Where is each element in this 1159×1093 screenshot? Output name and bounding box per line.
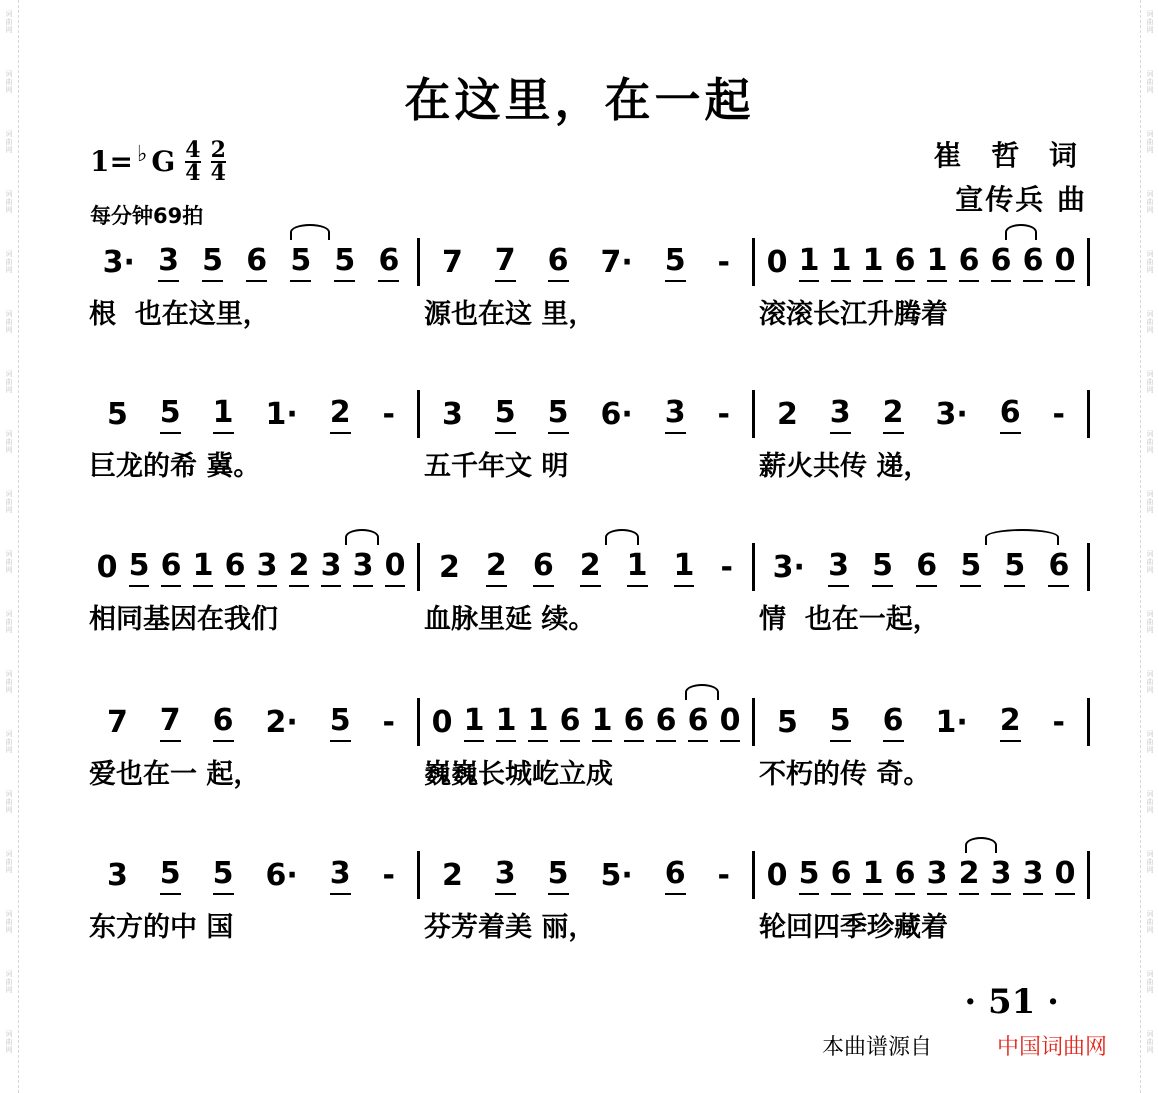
dash-extension: - [720, 549, 733, 585]
note: 5 [548, 856, 569, 895]
lyric-line: 爱也在一 起， [89, 759, 261, 790]
note: 2 [580, 548, 601, 587]
lyricist-credit: 崔 哲 词 [933, 139, 1087, 172]
watermark-text: 词 曲 网 [5, 250, 13, 274]
note: 6 [959, 243, 980, 282]
note: 5 [776, 704, 798, 740]
note: 1 [528, 703, 549, 742]
note: 5 [160, 395, 181, 434]
note: 6 [883, 703, 904, 742]
page-number: · 51 · [964, 982, 1059, 1022]
note: 6 [1048, 548, 1069, 587]
lyric-line: 东方的中 国 [89, 912, 234, 943]
dash-extension: - [717, 857, 730, 893]
lyric-line: 相同基因在我们 [89, 604, 278, 635]
key-signature [90, 137, 226, 186]
note: 6 [991, 243, 1012, 282]
note: 5 [330, 703, 351, 742]
measure [420, 548, 752, 587]
note: 6 [895, 856, 916, 895]
note: 6 [560, 703, 581, 742]
note: 6 [246, 243, 267, 282]
note: 0 [1055, 243, 1076, 282]
note: 2 [776, 396, 798, 432]
note: 3 [495, 856, 516, 895]
note: 3 [106, 857, 128, 893]
watermark-text: 词 曲 网 [1146, 970, 1154, 994]
measure [420, 856, 752, 895]
note: 5 [548, 395, 569, 434]
measure [755, 243, 1087, 282]
watermark-text: 词 曲 网 [1146, 70, 1154, 94]
watermark-text: 词 曲 网 [5, 730, 13, 754]
watermark-text: 词 曲 网 [5, 850, 13, 874]
note: 0 [1055, 856, 1076, 895]
note: 1 [213, 395, 234, 434]
note: 7 [160, 703, 181, 742]
watermark-text: 词 曲 网 [5, 910, 13, 934]
watermark-text: 词 曲 网 [5, 1030, 13, 1054]
watermark-text: 词 曲 网 [5, 70, 13, 94]
measure [85, 243, 417, 282]
tie-slur [965, 837, 997, 853]
note: 3· [935, 396, 968, 432]
note: 5 [1004, 548, 1025, 587]
note: 1 [674, 548, 695, 587]
note: 3 [1023, 856, 1044, 895]
note: 6 [665, 856, 686, 895]
note: 0 [431, 704, 453, 740]
watermark-text: 词 曲 网 [1146, 430, 1154, 454]
note: 0 [766, 244, 788, 280]
note: 2 [439, 549, 460, 585]
lyrics-row [85, 444, 1090, 484]
lyric-line: 源也在这 里， [424, 299, 596, 330]
lyrics-row [85, 905, 1090, 945]
watermark-text: 词 曲 网 [1146, 790, 1154, 814]
watermark-text: 词 曲 网 [5, 10, 13, 34]
note: 6 [656, 703, 677, 742]
note: 5 [290, 243, 311, 282]
measure [420, 703, 752, 742]
dash-extension: - [717, 396, 730, 432]
lyrics-row [85, 752, 1090, 792]
note: 0 [720, 703, 741, 742]
lyric-line: 巍巍长城屹立成 [424, 759, 613, 790]
lyrics-row [85, 597, 1090, 637]
note: 1 [863, 856, 884, 895]
watermark-text: 词 曲 网 [5, 970, 13, 994]
lyric-line: 血脉里延 续。 [424, 604, 596, 635]
watermark-text: 词 曲 网 [1146, 730, 1154, 754]
barline [1087, 698, 1090, 746]
composer-credit: 宣传兵 曲 [955, 183, 1087, 216]
note: 7· [600, 244, 633, 280]
lyrics-row [85, 292, 1090, 332]
note: 1· [935, 704, 968, 740]
note: 6· [265, 857, 298, 893]
watermark-text: 词 曲 网 [1146, 10, 1154, 34]
tie-slur [985, 529, 1059, 545]
note: 0 [385, 548, 406, 587]
note: 5 [960, 548, 981, 587]
note: 3 [927, 856, 948, 895]
note: 1 [496, 703, 517, 742]
note: 3 [441, 396, 463, 432]
measure [85, 395, 417, 434]
score-system [85, 700, 1090, 800]
note: 2 [330, 395, 351, 434]
note: 7 [495, 243, 516, 282]
note: 1 [627, 548, 648, 587]
note: 6 [161, 548, 182, 587]
watermark-text: 词 曲 网 [5, 430, 13, 454]
note: 3· [772, 549, 805, 585]
lyric-line: 情 也在一起， [759, 604, 940, 635]
watermark-text: 词 曲 网 [1146, 310, 1154, 334]
watermark-text: 词 曲 网 [5, 610, 13, 634]
lyric-line: 滚滚长江升腾着 [759, 299, 948, 330]
note: 2 [486, 548, 507, 587]
note: 3 [828, 548, 849, 587]
notation-row [85, 853, 1090, 897]
barline [1087, 390, 1090, 438]
measure [755, 856, 1087, 895]
dash-extension: - [382, 857, 395, 893]
notation-row [85, 700, 1090, 744]
score-system [85, 853, 1090, 953]
watermark-text: 词 曲 网 [5, 190, 13, 214]
measure [85, 856, 417, 895]
watermark-text: 词 曲 网 [5, 490, 13, 514]
lyric-line: 五千年文 明 [424, 451, 569, 482]
tie-slur [345, 529, 379, 545]
tie-slur [1005, 224, 1037, 240]
note: 2 [959, 856, 980, 895]
score-system [85, 545, 1090, 645]
note: 6 [916, 548, 937, 587]
watermark-text: 词 曲 网 [1146, 670, 1154, 694]
source-label: 本曲谱源自 [822, 1035, 933, 1060]
note: 6 [688, 703, 709, 742]
measure [85, 548, 417, 587]
note: 1 [464, 703, 485, 742]
note: 5 [202, 243, 223, 282]
watermark-text: 词 曲 网 [1146, 1030, 1154, 1054]
tempo-marking: 每分钟69拍 [90, 204, 204, 228]
note: 3 [330, 856, 351, 895]
note: 1 [799, 243, 820, 282]
watermark-text: 词 曲 网 [1146, 130, 1154, 154]
note: 1 [927, 243, 948, 282]
measure [755, 548, 1087, 587]
watermark-text: 词 曲 网 [1146, 490, 1154, 514]
right-watermark-strip [1140, 0, 1159, 1093]
dash-extension: - [382, 704, 395, 740]
note: 3 [353, 548, 374, 587]
lyric-line: 轮回四季珍藏着 [759, 912, 948, 943]
note: 5 [665, 243, 686, 282]
lyric-line: 不朽的传 奇。 [759, 759, 931, 790]
watermark-text: 词 曲 网 [1146, 850, 1154, 874]
watermark-text: 词 曲 网 [1146, 610, 1154, 634]
time-signature-1: $\frac{4}{4}$ [185, 137, 201, 186]
tie-slur [605, 529, 639, 545]
note: 3 [991, 856, 1012, 895]
notation-row [85, 545, 1090, 589]
song-title: 在这里，在一起 [404, 73, 755, 127]
score-system [85, 240, 1090, 340]
note: 6· [600, 396, 633, 432]
barline [1087, 238, 1090, 286]
dash-extension: - [717, 244, 730, 280]
note: 3· [102, 244, 135, 280]
note: 0 [96, 549, 118, 585]
watermark-text: 词 曲 网 [1146, 370, 1154, 394]
note: 6 [378, 243, 399, 282]
note: 3 [257, 548, 278, 587]
measure [420, 395, 752, 434]
note: 3 [830, 395, 851, 434]
note: 1· [265, 396, 298, 432]
note: 6 [213, 703, 234, 742]
note: 1 [592, 703, 613, 742]
note: 1 [831, 243, 852, 282]
note: 5 [160, 856, 181, 895]
note: 1 [863, 243, 884, 282]
measure [755, 703, 1087, 742]
lyric-line: 巨龙的希 冀。 [89, 451, 261, 482]
dash-extension: - [1052, 396, 1065, 432]
note: 5 [129, 548, 150, 587]
lyric-line: 芬芳着美 丽， [424, 912, 596, 943]
note: 3 [158, 243, 179, 282]
note: 5 [495, 395, 516, 434]
tie-slur [685, 684, 719, 700]
key-prefix: 1= [90, 145, 133, 179]
note: 5 [799, 856, 820, 895]
note: 5 [106, 396, 128, 432]
watermark-text: 词 曲 网 [1146, 550, 1154, 574]
watermark-text: 词 曲 网 [1146, 910, 1154, 934]
watermark-text: 词 曲 网 [5, 310, 13, 334]
note: 6 [548, 243, 569, 282]
note: 6 [895, 243, 916, 282]
note: 5 [830, 703, 851, 742]
score-system [85, 392, 1090, 492]
watermark-text: 词 曲 网 [5, 370, 13, 394]
note: 3 [321, 548, 342, 587]
watermark-text: 词 曲 网 [5, 670, 13, 694]
note: 0 [766, 857, 788, 893]
note: 6 [1023, 243, 1044, 282]
measure [85, 703, 417, 742]
note: 6 [1000, 395, 1021, 434]
dash-extension: - [1052, 704, 1065, 740]
time-signature-2: $\frac{2}{4}$ [210, 137, 226, 186]
lyric-line: 薪火共传 递， [759, 451, 931, 482]
key-tonic: G [151, 145, 176, 179]
note: 1 [193, 548, 214, 587]
note: 6 [831, 856, 852, 895]
watermark-text: 词 曲 网 [1146, 250, 1154, 274]
note: 2 [441, 857, 463, 893]
watermark-text: 词 曲 网 [5, 550, 13, 574]
note: 2 [883, 395, 904, 434]
barline [1087, 851, 1090, 899]
measure [420, 243, 752, 282]
note: 6 [624, 703, 645, 742]
barline [1087, 543, 1090, 591]
note: 2 [1000, 703, 1021, 742]
note: 5 [334, 243, 355, 282]
watermark-text: 词 曲 网 [5, 130, 13, 154]
note: 3 [665, 395, 686, 434]
note: 2 [289, 548, 310, 587]
note: 7 [106, 704, 128, 740]
measure [755, 395, 1087, 434]
note: 5· [600, 857, 633, 893]
note: 6 [225, 548, 246, 587]
tie-slur [290, 224, 330, 240]
note: 2· [265, 704, 298, 740]
notation-row [85, 392, 1090, 436]
note: 6 [533, 548, 554, 587]
watermark-text: 词 曲 网 [5, 790, 13, 814]
note: 7 [441, 244, 463, 280]
dash-extension: - [382, 396, 395, 432]
lyric-line: 根 也在这里， [89, 299, 270, 330]
source-site-link[interactable]: 中国词曲网 [997, 1035, 1108, 1060]
note: 5 [872, 548, 893, 587]
watermark-text: 词 曲 网 [1146, 190, 1154, 214]
notation-row [85, 240, 1090, 284]
left-watermark-strip [0, 0, 19, 1093]
note: 5 [213, 856, 234, 895]
flat-sign: ♭ [136, 140, 148, 167]
